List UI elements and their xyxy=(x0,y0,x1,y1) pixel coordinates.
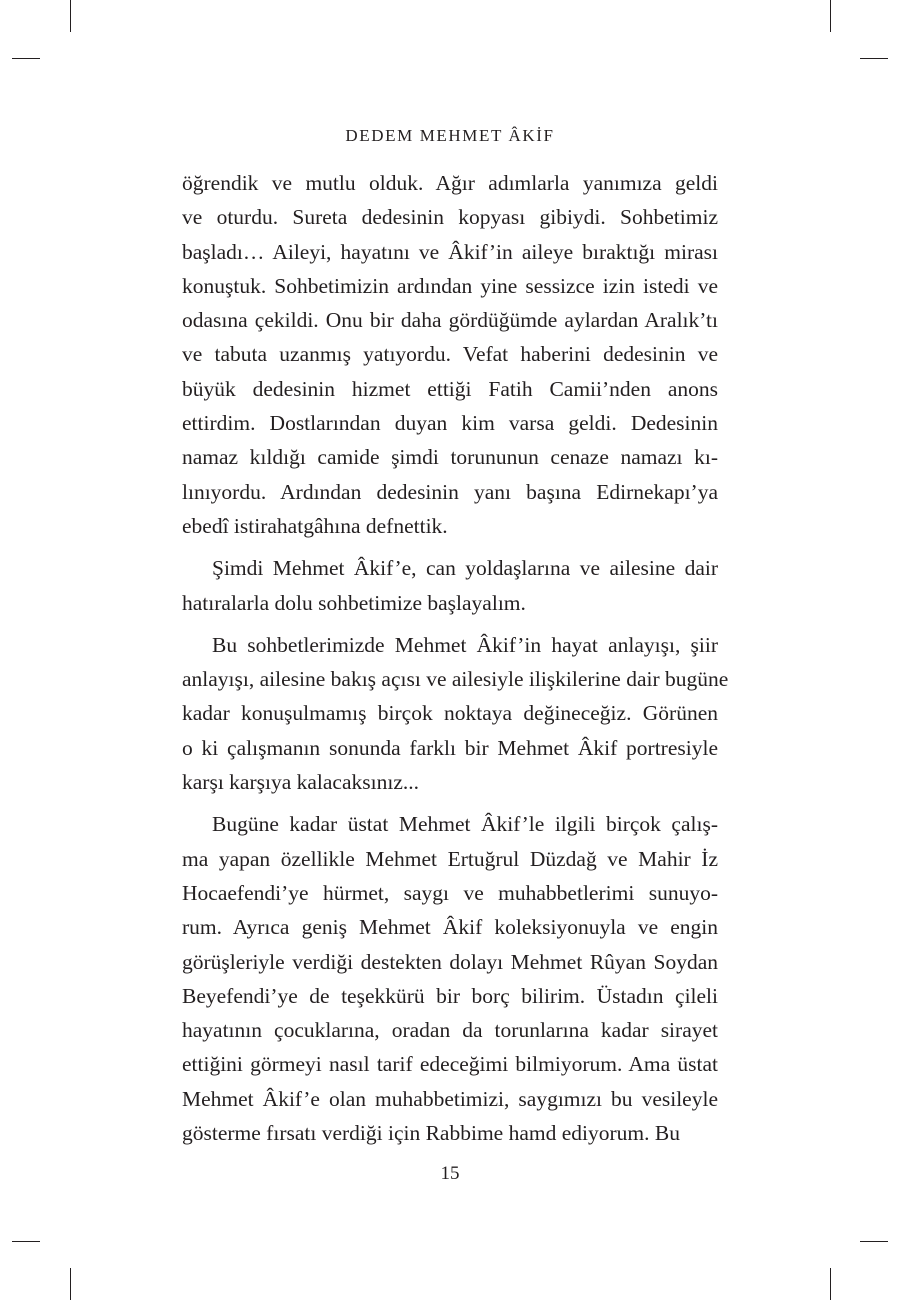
text-line: hayatının çocuklarına, oradan da torunlarına kadar sirayet xyxy=(182,1018,718,1043)
text-line: ma yapan özellikle Mehmet Ertuğrul Düzdağ ve Mahir İz xyxy=(182,846,718,871)
text-line: Beyefendi’ye de teşekkürü bir borç bilirim. Üstadın çileli xyxy=(182,983,718,1008)
crop-mark-left-top xyxy=(12,58,40,59)
text-line: ettiğini görmeyi nasıl tarif edeceğimi bilmiyorum. Ama üstat xyxy=(182,1052,718,1077)
crop-mark-bottom-right xyxy=(830,1268,831,1300)
text-line: Bu sohbetlerimizde Mehmet Âkif’in hayat anlayışı, şiir xyxy=(212,632,718,657)
text-line: kadar konuşulmamış birçok noktaya değineceğiz. Görünen xyxy=(182,701,718,726)
text-line: konuştuk. Sohbetimizin ardından yine sessizce izin istedi ve xyxy=(182,273,718,298)
text-line: o ki çalışmanın sonunda farklı bir Mehmet Âkif portresiyle xyxy=(182,735,718,760)
body-text xyxy=(182,166,729,1150)
crop-mark-top-left xyxy=(70,0,71,32)
crop-mark-left-bottom xyxy=(12,1241,40,1242)
paragraph xyxy=(182,166,718,543)
text-line: karşı karşıya kalacaksınız... xyxy=(182,770,420,795)
text-line: hatıralarla dolu sohbetimize başlayalım. xyxy=(182,590,526,615)
text-line: odasına çekildi. Onu bir daha gördüğümde aylardan Aralık’tı xyxy=(182,308,718,333)
crop-mark-right-top xyxy=(860,58,888,59)
crop-mark-right-bottom xyxy=(860,1241,888,1242)
text-line: ve tabuta uzanmış yatıyordu. Vefat haberini dedesinin ve xyxy=(182,342,718,367)
text-line: görüşleriyle verdiği destekten dolayı Mehmet Rûyan Soydan xyxy=(182,949,718,974)
text-line: anlayışı, ailesine bakış açısı ve ailesiyle ilişkilerine dair bugüne xyxy=(182,667,729,692)
text-line: öğrendik ve mutlu olduk. Ağır adımlarla yanımıza geldi xyxy=(182,171,718,195)
text-line: büyük dedesinin hizmet ettiği Fatih Camii’nden anons xyxy=(182,376,718,401)
text-line: Mehmet Âkif’e olan muhabbetimizi, saygımızı bu vesileyle xyxy=(182,1086,718,1111)
running-head: DEDEM MEHMET ÂKİF xyxy=(345,126,555,145)
paragraph xyxy=(182,628,729,799)
text-line: namaz kıldığı camide şimdi torununun cenaze namazı kı- xyxy=(182,445,718,470)
crop-mark-bottom-left xyxy=(70,1268,71,1300)
paragraph xyxy=(182,807,718,1150)
text-line: Bugüne kadar üstat Mehmet Âkif’le ilgili birçok çalış- xyxy=(212,812,718,837)
paragraph xyxy=(182,551,718,620)
page-number: 15 xyxy=(440,1163,460,1184)
text-line: Hocaefendi’ye hürmet, saygı ve muhabbetlerimi sunuyo- xyxy=(182,880,718,905)
text-line: ve oturdu. Sureta dedesinin kopyası gibiydi. Sohbetimiz xyxy=(182,205,718,230)
text-line: başladı… Aileyi, hayatını ve Âkif’in aileye bıraktığı mirası xyxy=(182,239,718,264)
text-line: rum. Ayrıca geniş Mehmet Âkif koleksiyonuyla ve engin xyxy=(182,915,718,940)
text-line: gösterme fırsatı verdiği için Rabbime hamd ediyorum. Bu xyxy=(182,1121,680,1146)
crop-mark-top-right xyxy=(830,0,831,32)
text-line: Şimdi Mehmet Âkif’e, can yoldaşlarına ve ailesine dair xyxy=(212,556,718,581)
text-line: ettirdim. Dostlarından duyan kim varsa geldi. Dedesinin xyxy=(182,411,718,436)
text-line: ebedî istirahatgâhına defnettik. xyxy=(182,513,448,538)
text-line: lınıyordu. Ardından dedesinin yanı başına Edirnekapı’ya xyxy=(182,479,718,504)
